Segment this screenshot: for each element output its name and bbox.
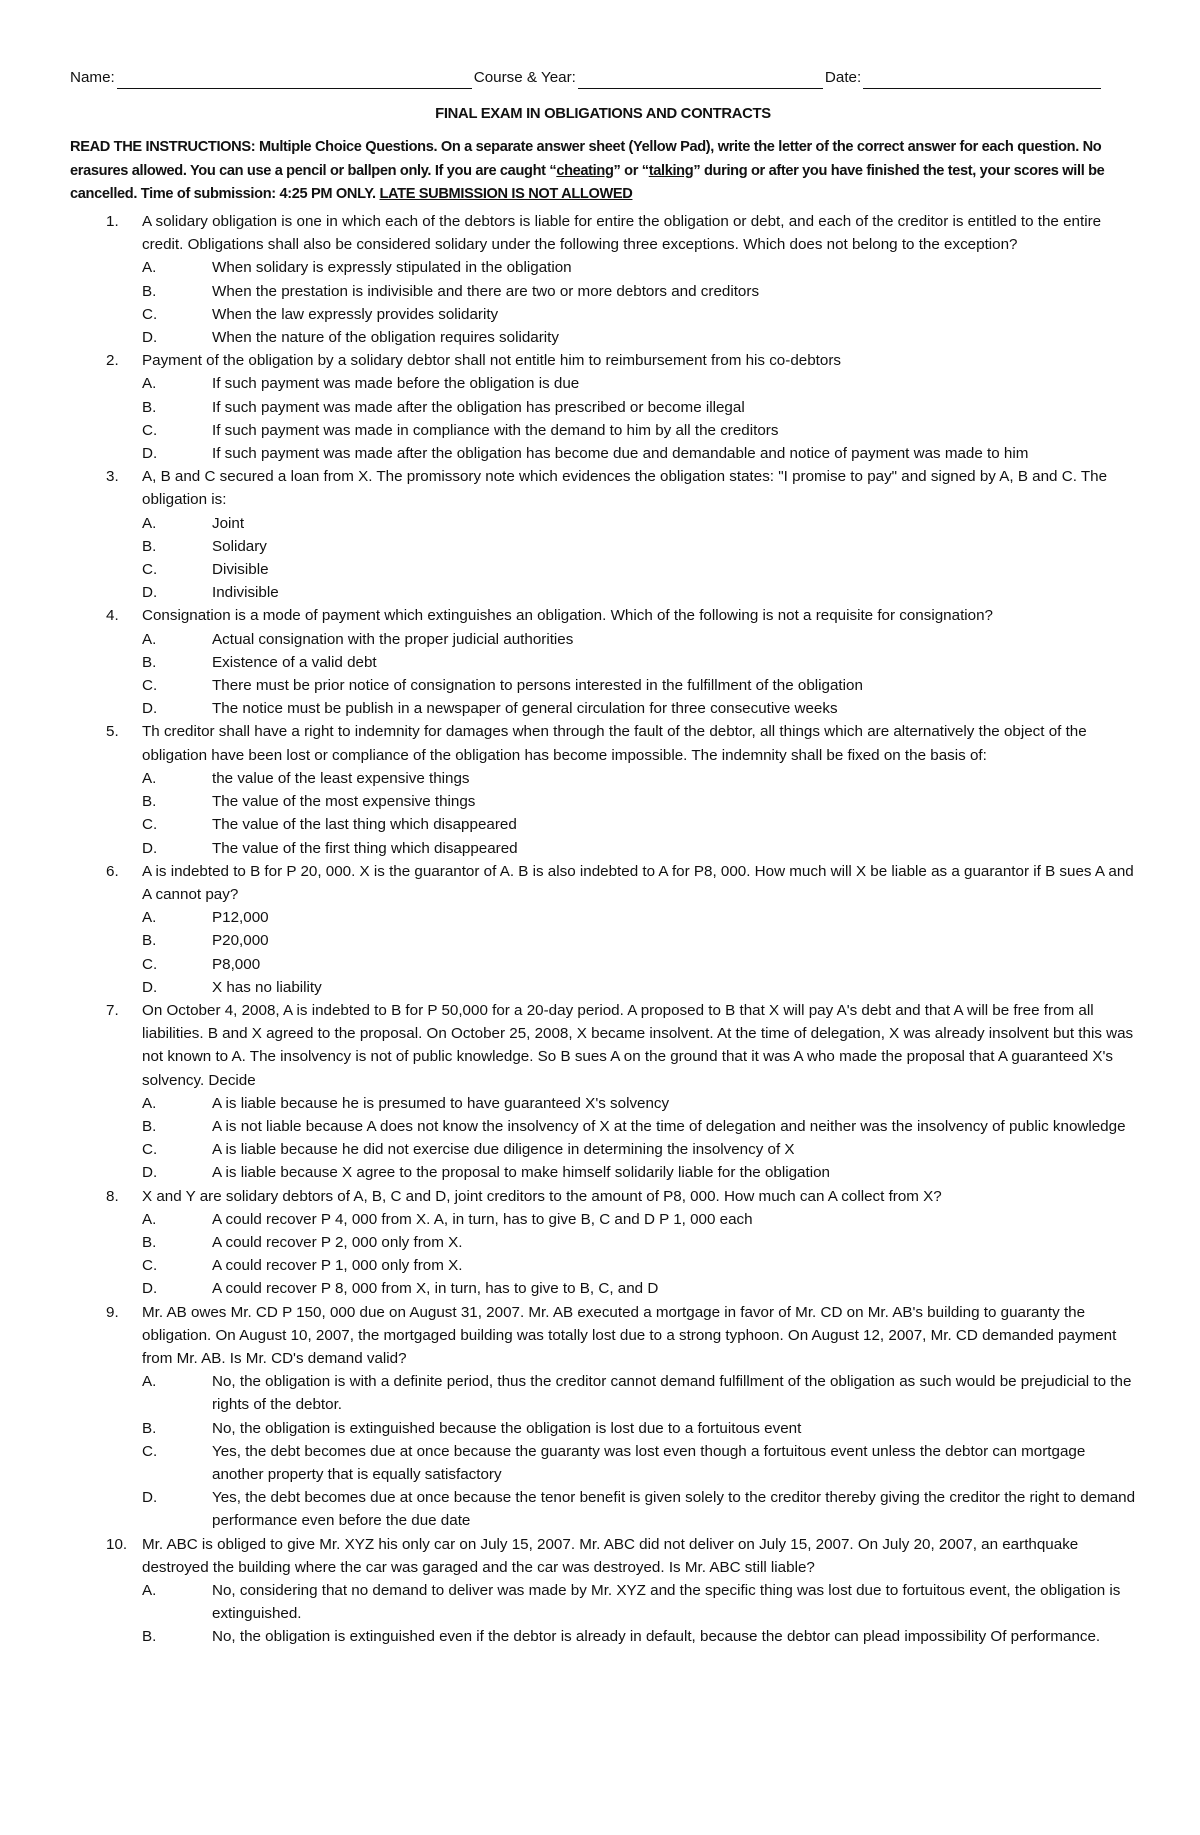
question-item	[70, 1533, 1136, 1649]
option-letter: C.	[142, 305, 158, 323]
option-text: The notice must be publish in a newspaper of general circulation for three consecutive weeks	[212, 700, 838, 718]
answer-option	[142, 280, 1136, 303]
option-letter: D.	[142, 1280, 158, 1298]
question-item	[70, 1185, 1136, 1301]
question-number: 3.	[106, 468, 119, 486]
option-text: P20,000	[212, 932, 269, 950]
question-number: 6.	[106, 862, 119, 880]
answer-option	[142, 1208, 1136, 1231]
option-text: Solidary	[212, 537, 267, 555]
answer-option	[142, 790, 1136, 813]
answer-option	[142, 1486, 1136, 1532]
instructions	[70, 136, 1136, 206]
question-text: Consignation is a mode of payment which extinguishes an obligation. Which of the following is not a requisite for consignation?	[142, 607, 993, 625]
answer-option	[142, 1115, 1136, 1138]
option-text: A could recover P 1, 000 only from X.	[212, 1257, 463, 1275]
option-letter: D.	[142, 978, 158, 996]
question-number: 2.	[106, 352, 119, 370]
option-letter: A.	[142, 630, 157, 648]
option-text: A could recover P 4, 000 from X. A, in turn, has to give B, C and D P 1, 000 each	[212, 1210, 753, 1228]
option-text: The value of the last thing which disappeared	[212, 816, 517, 834]
answer-option	[142, 1277, 1136, 1300]
option-text: Divisible	[212, 561, 269, 579]
option-letter: D.	[142, 1164, 158, 1182]
question-item	[70, 349, 1136, 465]
question-text: Mr. AB owes Mr. CD P 150, 000 due on August 31, 2007. Mr. AB executed a mortgage in favor of Mr. CD on Mr. AB's building to guaranty the obligation. On August 10, 2007, the mortgaged building was totally lost due to a strong typhoon. On August 12, 2007, Mr. CD demanded payment from Mr. AB. Is Mr. CD's demand valid?	[142, 1303, 1117, 1367]
question-item	[70, 465, 1136, 604]
option-letter: A.	[142, 1094, 157, 1112]
option-text: A is liable because he did not exercise due diligence in determining the insolvency of X	[212, 1141, 795, 1159]
answer-option	[142, 442, 1136, 465]
option-letter: B.	[142, 1233, 157, 1251]
question-number: 7.	[106, 1001, 119, 1019]
date-blank	[863, 73, 1101, 89]
option-text: P8,000	[212, 955, 261, 973]
option-letter: B.	[142, 282, 157, 300]
answer-option	[142, 1625, 1136, 1648]
answer-options	[142, 1579, 1136, 1649]
option-letter: B.	[142, 537, 157, 555]
option-text: the value of the least expensive things	[212, 769, 470, 787]
answer-options	[142, 767, 1136, 860]
option-text: A is liable because he is presumed to have guaranteed X's solvency	[212, 1094, 670, 1112]
question-text: A, B and C secured a loan from X. The promissory note which evidences the obligation states: "I promise to pay" and signed by A, B and C. The obligation is:	[142, 468, 1108, 509]
question-item	[70, 720, 1136, 859]
answer-option	[142, 396, 1136, 419]
date-label: Date:	[824, 69, 862, 86]
question-text: On October 4, 2008, A is indebted to B for P 50,000 for a 20-day period. A proposed to B that X will pay A's debt and that A will be free from all liabilities. B and X agreed to the proposal. On October 25, 2008, X became insolvent. At the time of delegation, X was already insolvent but this was not known to A. The insolvency is not of public knowledge. So B sues A on the ground that it was A who made the proposal that A guaranteed X's solvency. Decide	[142, 1001, 1134, 1089]
answer-option	[142, 953, 1136, 976]
answer-option	[142, 628, 1136, 651]
option-letter: C.	[142, 1442, 158, 1460]
option-letter: D.	[142, 839, 158, 857]
question-number: 4.	[106, 607, 119, 625]
option-letter: A.	[142, 375, 157, 393]
option-letter: B.	[142, 1117, 157, 1135]
question-text: A solidary obligation is one in which each of the debtors is liable for entire the obligation or debt, and each of the creditor is entitled to the entire credit. Obligations shall also be considered solidary under the following three exceptions. Which does not belong to the exception?	[142, 213, 1102, 254]
question-item	[70, 999, 1136, 1185]
option-letter: C.	[142, 816, 158, 834]
answer-option	[142, 303, 1136, 326]
question-number: 8.	[106, 1187, 119, 1205]
question-text: Payment of the obligation by a solidary debtor shall not entitle him to reimbursement from his co-debtors	[142, 352, 841, 370]
option-text: If such payment was made in compliance with the demand to him by all the creditors	[212, 421, 779, 439]
option-text: A could recover P 8, 000 from X, in turn, has to give to B, C, and D	[212, 1280, 659, 1298]
option-letter: A.	[142, 259, 157, 277]
option-letter: B.	[142, 1628, 157, 1646]
option-letter: B.	[142, 932, 157, 950]
question-item	[70, 860, 1136, 999]
option-letter: B.	[142, 1419, 157, 1437]
answer-option	[142, 1417, 1136, 1440]
answer-option	[142, 1370, 1136, 1416]
option-letter: C.	[142, 677, 158, 695]
question-number: 5.	[106, 723, 119, 741]
option-letter: A.	[142, 1373, 157, 1391]
question-text: X and Y are solidary debtors of A, B, C and D, joint creditors to the amount of P8, 000. How much can A collect from X?	[142, 1187, 942, 1205]
answer-options	[142, 1092, 1136, 1185]
answer-option	[142, 512, 1136, 535]
answer-options	[142, 1208, 1136, 1301]
option-text: When the nature of the obligation requires solidarity	[212, 329, 559, 347]
option-text: No, the obligation is extinguished because the obligation is lost due to a fortuitous event	[212, 1419, 802, 1437]
option-text: X has no liability	[212, 978, 322, 996]
option-letter: A.	[142, 1210, 157, 1228]
option-text: Existence of a valid debt	[212, 653, 377, 671]
option-text: No, the obligation is with a definite period, thus the creditor cannot demand fulfillment of the obligation as such would be prejudicial to the rights of the debtor.	[212, 1373, 1132, 1414]
answer-options	[142, 512, 1136, 605]
answer-option	[142, 581, 1136, 604]
name-blank	[117, 73, 472, 89]
option-text: Actual consignation with the proper judicial authorities	[212, 630, 574, 648]
option-text: Yes, the debt becomes due at once because the tenor benefit is given solely to the creditor thereby giving the creditor the right to demand performance even before the due date	[212, 1489, 1136, 1530]
instructions-text-3: ” during or after you have finished the test, your scores will be cancelled. Time of submission: 4:25 PM ONLY.	[70, 162, 1105, 202]
question-item	[70, 210, 1136, 349]
answer-option	[142, 1440, 1136, 1486]
question-item	[70, 604, 1136, 720]
option-text: The value of the first thing which disappeared	[212, 839, 518, 857]
answer-option	[142, 558, 1136, 581]
option-text: If such payment was made after the obligation has prescribed or become illegal	[212, 398, 745, 416]
answer-options	[142, 372, 1136, 465]
option-text: No, the obligation is extinguished even if the debtor is already in default, because the debtor can plead impossibility Of performance.	[212, 1628, 1101, 1646]
exam-title: FINAL EXAM IN OBLIGATIONS AND CONTRACTS	[435, 106, 771, 123]
answer-option	[142, 419, 1136, 442]
answer-option	[142, 256, 1136, 279]
answer-option	[142, 906, 1136, 929]
question-number: 1.	[106, 213, 119, 231]
question-number: 9.	[106, 1303, 119, 1321]
option-text: A is not liable because A does not know the insolvency of X at the time of delegation and neither was the insolvency of public knowledge	[212, 1117, 1126, 1135]
instructions-talking: talking	[648, 162, 694, 179]
option-letter: C.	[142, 1141, 158, 1159]
option-text: No, considering that no demand to deliver was made by Mr. XYZ and the specific thing was lost due to fortuitous event, the obligation is extinguished.	[212, 1582, 1121, 1623]
option-text: When the law expressly provides solidarity	[212, 305, 499, 323]
answer-option	[142, 535, 1136, 558]
question-list	[70, 210, 1136, 1649]
option-letter: D.	[142, 1489, 158, 1507]
answer-option	[142, 1092, 1136, 1115]
option-letter: C.	[142, 1257, 158, 1275]
option-text: There must be prior notice of consignation to persons interested in the fulfillment of the obligation	[212, 677, 863, 695]
option-letter: D.	[142, 445, 158, 463]
option-letter: B.	[142, 653, 157, 671]
answer-option	[142, 1579, 1136, 1625]
answer-option	[142, 837, 1136, 860]
answer-options	[142, 256, 1136, 349]
option-text: P12,000	[212, 909, 269, 927]
option-letter: A.	[142, 769, 157, 787]
option-text: The value of the most expensive things	[212, 793, 476, 811]
course-year-blank	[578, 73, 823, 89]
question-number: 10.	[106, 1535, 128, 1553]
answer-option	[142, 767, 1136, 790]
question-text: A is indebted to B for P 20, 000. X is the guarantor of A. B is also indebted to A for P8, 000. How much will X be liable as a guarantor if B sues A and A cannot pay?	[142, 862, 1134, 903]
answer-option	[142, 929, 1136, 952]
answer-option	[142, 1254, 1136, 1277]
answer-options	[142, 1370, 1136, 1532]
question-item	[70, 1301, 1136, 1533]
option-text: Yes, the debt becomes due at once because the guaranty was lost even though a fortuitous event unless the debtor can mortgage another property that is equally satisfactory	[212, 1442, 1086, 1483]
answer-option	[142, 651, 1136, 674]
option-letter: C.	[142, 955, 158, 973]
answer-options	[142, 906, 1136, 999]
option-text: A is liable because X agree to the proposal to make himself solidarily liable for the obligation	[212, 1164, 830, 1182]
option-letter: D.	[142, 329, 158, 347]
answer-option	[142, 674, 1136, 697]
course-year-label: Course & Year:	[473, 69, 576, 86]
answer-option	[142, 976, 1136, 999]
question-text: Th creditor shall have a right to indemnity for damages when through the fault of the debtor, all things which are alternatively the object of the obligation have been lost or compliance of the obligation has become impossible. The indemnity shall be fixed on the basis of:	[142, 723, 1087, 764]
instructions-cheating: cheating	[556, 162, 614, 179]
option-letter: A.	[142, 514, 157, 532]
option-text: If such payment was made after the obligation has become due and demandable and notice of payment was made to him	[212, 445, 1029, 463]
option-text: When solidary is expressly stipulated in the obligation	[212, 259, 572, 277]
option-text: Joint	[212, 514, 245, 532]
option-text: Indivisible	[212, 584, 279, 602]
option-letter: D.	[142, 700, 158, 718]
option-text: If such payment was made before the obligation is due	[212, 375, 580, 393]
option-letter: B.	[142, 398, 157, 416]
option-text: When the prestation is indivisible and there are two or more debtors and creditors	[212, 282, 760, 300]
question-text: Mr. ABC is obliged to give Mr. XYZ his only car on July 15, 2007. Mr. ABC did not deliver on July 15, 2007. On July 20, 2007, an earthquake destroyed the building where the car was garaged and the car was destroyed. Is Mr. ABC still liable?	[142, 1535, 1079, 1576]
name-label: Name:	[70, 69, 115, 86]
option-letter: B.	[142, 793, 157, 811]
instructions-late-submission: LATE SUBMISSION IS NOT ALLOWED	[379, 185, 633, 202]
option-letter: A.	[142, 1582, 157, 1599]
answer-option	[142, 1231, 1136, 1254]
answer-option	[142, 697, 1136, 720]
answer-option	[142, 1138, 1136, 1161]
answer-options	[142, 628, 1136, 721]
instructions-text-2: ” or “	[613, 162, 649, 179]
option-letter: C.	[142, 421, 158, 439]
instructions-text-1: READ THE INSTRUCTIONS: Multiple Choice Questions. On a separate answer sheet (Yellow Pad), write the letter of the correct answer for each question. No erasures allowed. You can use a pencil or ballpen only. If you are caught “	[70, 139, 1102, 179]
answer-option	[142, 372, 1136, 395]
option-letter: C.	[142, 561, 158, 579]
option-letter: A.	[142, 909, 157, 927]
student-info-line	[70, 66, 1136, 89]
answer-option	[142, 1161, 1136, 1184]
option-letter: D.	[142, 584, 158, 602]
answer-option	[142, 326, 1136, 349]
answer-option	[142, 813, 1136, 836]
option-text: A could recover P 2, 000 only from X.	[212, 1233, 463, 1251]
